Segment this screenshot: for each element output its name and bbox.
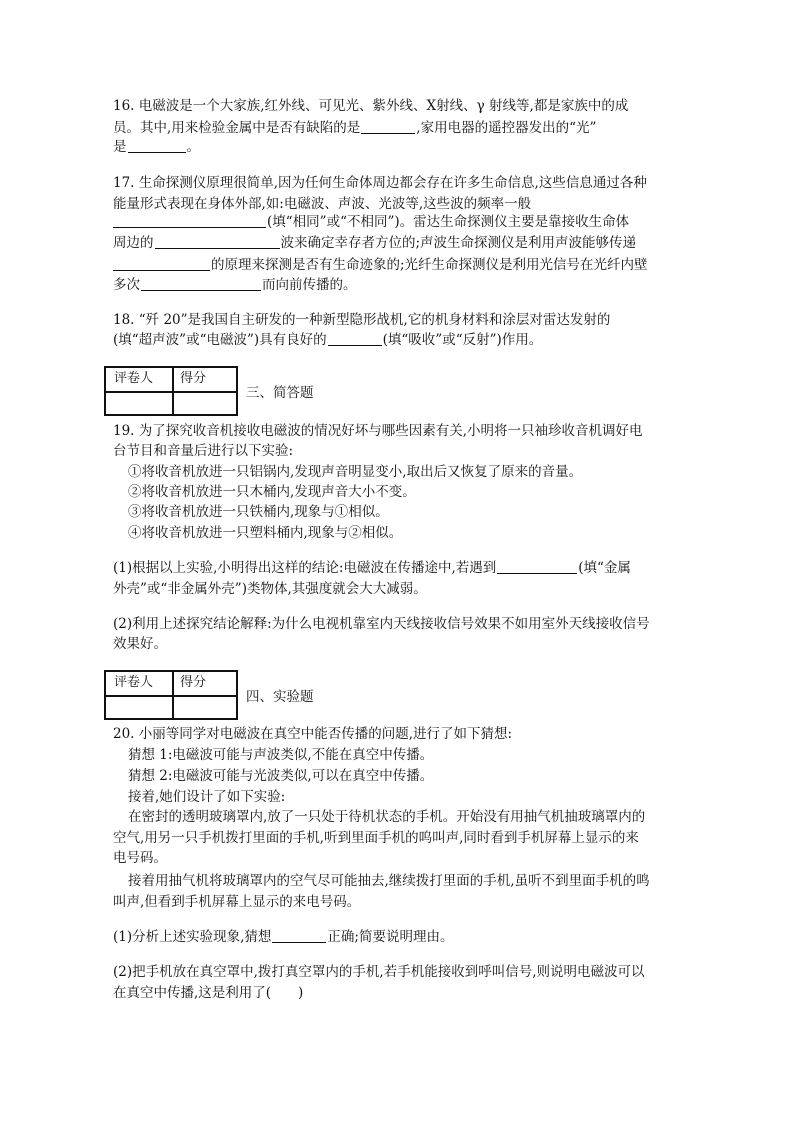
grader-label: 评卷人 [114,371,154,386]
q19-part1-line1: (1)根据以上实验,小明得出这样的结论:电磁波在传播途中,若遇到 (填“金属 [113,560,631,576]
answer-blank[interactable] [155,234,280,249]
q20-part2-line1: (2)把手机放在真空罩中,拨打真空罩内的手机,若手机能接收到呼叫信号,则说明电磁波可以 [113,964,645,980]
score-table [104,670,238,720]
grader-label: 评卷人 [114,675,154,690]
q19-step1: ①将收音机放进一只铝锅内,发现声音明显变小,取出后又恢复了原来的音量。 [128,464,583,480]
q20-part2-line2: 在真空中传播,这是利用了( ) [113,985,304,1001]
q18-line2: (填“超声波”或“电磁波”)具有良好的 (填“吸收”或“反射”)作用。 [113,332,543,348]
q20-line1: 20. 小丽等同学对电磁波在真空中能否传播的问题,进行了如下猜想: [113,726,513,742]
q19-part2-line2: 效果好。 [113,636,167,652]
q17-line6: 多次 而向前传播的。 [113,277,357,293]
q19-step3: ③将收音机放进一只铁桶内,现象与①相似。 [128,504,389,520]
q20-exp-line1: 在密封的透明玻璃罩内,放了一只处于待机状态的手机。开始没有用抽气机抽玻璃罩内的 [128,809,646,825]
score-label: 得分 [180,675,207,690]
q20-exp-line2: 空气,用另一只手机拨打里面的手机,听到里面手机的呜叫声,同时看到手机屏幕上显示的来 [113,830,639,846]
q20-guess1: 猜想 1:电磁波可能与声波类似,不能在真空中传播。 [128,747,434,763]
q19-part2-line1: (2)利用上述探究结论解释:为什么电视机靠室内天线接收信号效果不如用室外天线接收信号 [113,616,650,632]
q16-line1: 16. 电磁波是一个大家族,红外线、可见光、紫外线、X射线、γ 射线等,都是家族中的成 [113,98,629,114]
score-label: 得分 [180,371,207,386]
answer-blank[interactable] [113,256,210,271]
answer-blank[interactable] [361,119,415,134]
q16-line3: 是 。 [113,139,200,155]
q17-line2: 能量形式表现在身体外部,如:电磁波、声波、光波等,这些波的频率一般 [113,196,532,212]
q17-line3: (填“相同”或“不相同”)。雷达生命探测仪主要是靠接收生命体 [113,212,629,232]
q19-step2: ②将收音机放进一只木桶内,发现声音大小不变。 [128,484,416,500]
q19-line2: 台节目和音量后进行以下实验: [113,443,294,459]
score-table [104,366,238,416]
q17-line5: 的原理来探测是否有生命迹象的;光纤生命探测仪是利用光信号在光纤内壁 [113,255,648,275]
q18-line1: 18. “歼 20”是我国自主研发的一种新型隐形战机,它的机身材料和涂层对雷达发射的 [113,312,611,328]
q20-exp-line3: 电号码。 [113,850,167,866]
q20-guess2: 猜想 2:电磁波可能与光波类似,可以在真空中传播。 [128,768,434,784]
q20-design: 接着,她们设计了如下实验: [128,789,286,805]
q17-line4: 周边的 波来确定幸存者方位的;声波生命探测仪是利用声波能够传递 [113,235,637,251]
q17-line1: 17. 生命探测仪原理很简单,因为任何生命体周边都会存在许多生命信息,这些信息通过各种 [113,175,647,191]
section-title: 四、实验题 [246,689,314,705]
q20-exp-line5: 叫声,但看到手机屏幕上显示的来电号码。 [113,894,361,910]
answer-blank[interactable] [128,138,186,153]
answer-blank[interactable] [497,559,577,574]
q19-line1: 19. 为了探究收音机接收电磁波的情况好坏与哪些因素有关,小明将一只袖珍收音机调好电 [113,423,643,439]
q19-step4: ④将收音机放进一只塑料桶内,现象与②相似。 [128,525,403,541]
answer-blank[interactable] [328,331,382,346]
q20-part1: (1)分析上述实验现象,猜想 正确;简要说明理由。 [113,929,454,945]
answer-blank[interactable] [113,213,266,228]
answer-blank[interactable] [141,276,261,291]
section-title: 三、简答题 [246,385,314,401]
q16-line2: 员。其中,用来检验金属中是否有缺陷的是 ,家用电器的遥控器发出的“光” [113,120,597,136]
q20-exp-line4: 接着用抽气机将玻璃罩内的空气尽可能抽去,继续拨打里面的手机,虽听不到里面手机的鸣 [128,873,650,889]
answer-blank[interactable] [272,928,326,943]
q19-part1-line2: 外壳”或“非金属外壳”)类物体,其强度就会大大减弱。 [113,581,427,597]
